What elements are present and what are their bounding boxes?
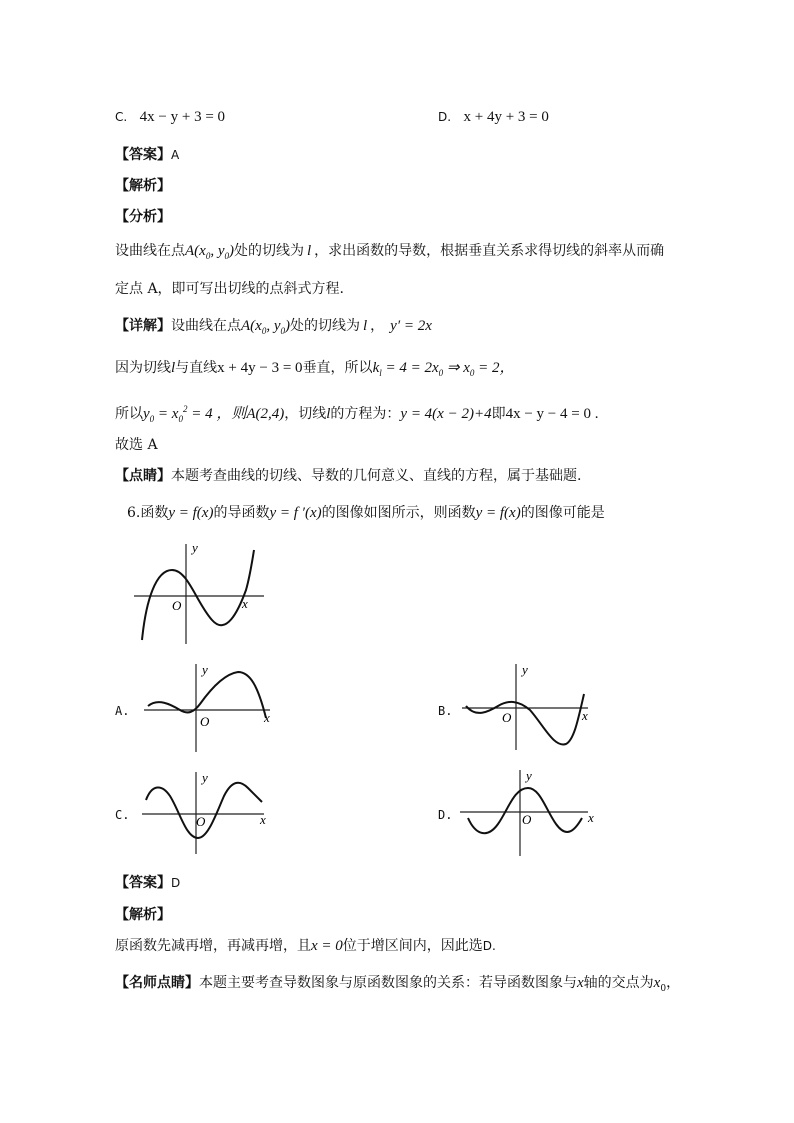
q6-answer-value: D xyxy=(171,876,181,890)
b-axis-y: y xyxy=(522,662,528,677)
a-origin: O xyxy=(200,714,210,729)
q6-analysis-label: 【解析】 xyxy=(115,907,171,923)
detail3-d: ，切线 xyxy=(284,406,327,422)
teacher-c: 轴的交点为 xyxy=(583,975,654,991)
teacher-e: 0 xyxy=(660,983,667,994)
fenxi-text-a: 设曲线在点 xyxy=(115,243,185,259)
q6-analysis-a: 原函数先减再增，再减再增，且 xyxy=(115,938,311,954)
slope-eq: = 4 = 2x xyxy=(385,360,439,376)
q6-fx: y = f(x) xyxy=(168,505,214,521)
answer-label: 【答案】 xyxy=(115,147,171,163)
option-a-label: A. xyxy=(115,704,130,718)
option-a-graph xyxy=(140,660,280,755)
detail-line-2 xyxy=(115,358,515,383)
d-origin: O xyxy=(522,812,532,827)
option-d-label: D. xyxy=(438,110,452,124)
comma-y-2: , y xyxy=(266,318,281,334)
option-d-graph-label: D. xyxy=(438,808,453,822)
k: k xyxy=(372,360,380,376)
c-axis-x: x xyxy=(260,812,266,827)
option-c-graph xyxy=(140,768,275,858)
fenxi-text-b: 处的切线为 xyxy=(234,243,304,259)
detail3-b: = 4 ，则 xyxy=(191,406,247,422)
fenxi-text-c: ，求出函数的导数，根据垂直关系求得切线的斜率从而确 xyxy=(314,243,665,259)
b-axis-x: x xyxy=(582,708,588,723)
d-axis-y: y xyxy=(526,768,532,783)
sub-0c: 0 xyxy=(261,326,267,336)
point-a-expr xyxy=(185,243,234,259)
a-axis-x: x xyxy=(264,710,270,725)
tangent-eq: y = 4(x − 2)+4 xyxy=(400,406,492,422)
q6-analysis-d: D. xyxy=(482,939,496,953)
a-axis-y: y xyxy=(202,662,208,677)
detail-line-3 xyxy=(115,399,598,429)
line-l-3: l xyxy=(171,360,176,376)
q6-stem-a: 函数 xyxy=(140,505,169,521)
option-c-expr: 4x − y + 3 = 0 xyxy=(139,109,226,125)
point-a: A(x xyxy=(185,243,206,259)
teacher-a: 本题主要考查导数图象与原函数图象的关系：若导函数图象与 xyxy=(199,975,577,991)
y0-expr xyxy=(143,406,246,422)
fenxi-line-1 xyxy=(115,241,664,266)
detail-line-1: 【详解】设曲线在点$A(x_0$, $y_0$)处的切线为 l ， y′ = 2x xyxy=(115,318,432,336)
option-c-label: C. xyxy=(115,110,128,124)
q5-fenxi-label: 【分析】 xyxy=(115,209,171,225)
sub-0d: 0 xyxy=(280,326,285,336)
q6-analysis-c: 位于增区间内，因此选 xyxy=(342,938,483,954)
detail2-b: 与直线 xyxy=(175,360,218,376)
choose-line: 故选 A xyxy=(115,437,158,453)
q6-stem-b: 的导函数 xyxy=(213,505,270,521)
option-c-graph-label: C. xyxy=(115,808,130,822)
option-d-graph xyxy=(458,766,598,858)
c-axis-y: y xyxy=(202,770,208,785)
y0: y xyxy=(143,406,150,422)
detail3-e: 的方程为： xyxy=(330,406,401,422)
q6-fx-2: y = f(x) xyxy=(475,505,521,521)
sub-0: 0 xyxy=(205,251,211,261)
detail2-d: 垂直，所以 xyxy=(302,360,373,376)
comma-y: , y xyxy=(210,243,225,259)
derivative-graph xyxy=(130,540,270,650)
point-a-2: A(x xyxy=(241,318,262,334)
tangent-eq-final: 4x − y − 4 = 0 . xyxy=(505,406,599,422)
main-origin: O xyxy=(172,598,182,613)
q5-analysis-label: 【解析】 xyxy=(115,178,171,194)
implies-x: ⇒ x xyxy=(446,360,470,376)
sub-l: l xyxy=(379,368,382,378)
q6-stem xyxy=(127,503,605,523)
point-a-expr-2 xyxy=(241,318,290,334)
q6-answer-label: 【答案】 xyxy=(115,875,171,891)
teacher-d: x xyxy=(653,975,661,991)
detail3-g: 即 xyxy=(491,406,506,422)
q5-answer xyxy=(115,145,179,165)
option-b-label: B. xyxy=(438,704,453,718)
option-c xyxy=(115,107,225,127)
close-paren-2: ) xyxy=(285,318,290,334)
q6-stem-d: 的图像可能是 xyxy=(520,505,605,521)
slope-expr xyxy=(373,360,515,376)
b-origin: O xyxy=(502,710,512,725)
q6-number: 6. xyxy=(127,505,141,521)
option-b-graph xyxy=(458,660,598,755)
comment-text: 本题考查曲线的切线、导数的几何意义、直线的方程，属于基础题. xyxy=(171,468,582,484)
sub-0b: 0 xyxy=(224,251,229,261)
line-expr: x + 4y − 3 = 0 xyxy=(217,360,303,376)
sup-2: 2 xyxy=(182,404,188,414)
main-axis-y: y xyxy=(192,540,198,555)
detail-label: 【详解】 xyxy=(115,318,171,334)
answer-value: A xyxy=(171,148,180,162)
teacher-f: ， xyxy=(666,975,681,991)
comment-label: 【点睛】 xyxy=(115,468,171,484)
q6-answer xyxy=(115,873,180,893)
c-origin: O xyxy=(196,814,206,829)
detail3-a: 所以 xyxy=(115,406,143,422)
main-axis-x: x xyxy=(242,596,248,611)
option-d-expr: x + 4y + 3 = 0 xyxy=(463,109,549,125)
d-axis-x: x xyxy=(588,810,594,825)
sub-0e: 0 xyxy=(438,368,444,378)
fenxi-line-2: 定点 A，即可写出切线的点斜式方程. xyxy=(115,281,345,297)
comment-line xyxy=(115,466,581,486)
detail-text-a: 设曲线在点 xyxy=(171,318,241,334)
q6-analysis-text xyxy=(115,936,496,956)
x0-value: = 2， xyxy=(478,360,515,376)
derivative-expr: y′ = 2x xyxy=(390,318,432,334)
teacher-b: x xyxy=(577,975,584,991)
sub-0g: 0 xyxy=(149,414,155,424)
q6-analysis-b: x = 0 xyxy=(311,938,343,954)
close-paren: ) xyxy=(229,243,234,259)
teacher-label: 【名师点睛】 xyxy=(115,975,199,991)
eq-x0: = x xyxy=(157,406,179,422)
line-l: l xyxy=(307,243,312,259)
detail-text-b: 处的切线为 xyxy=(290,318,360,334)
detail2-a: 因为切线 xyxy=(115,360,171,376)
q6-teacher-line xyxy=(115,973,680,999)
sub-0f: 0 xyxy=(469,368,475,378)
q6-fpx: y = f ′(x) xyxy=(269,505,322,521)
q6-stem-c: 的图像如图所示，则函数 xyxy=(321,505,476,521)
line-l-2: l xyxy=(363,318,368,334)
point-a-value: A(2,4) xyxy=(246,406,285,422)
sub-0h: 0 xyxy=(178,414,183,424)
line-l-4: l xyxy=(326,406,331,422)
option-d xyxy=(438,107,549,127)
